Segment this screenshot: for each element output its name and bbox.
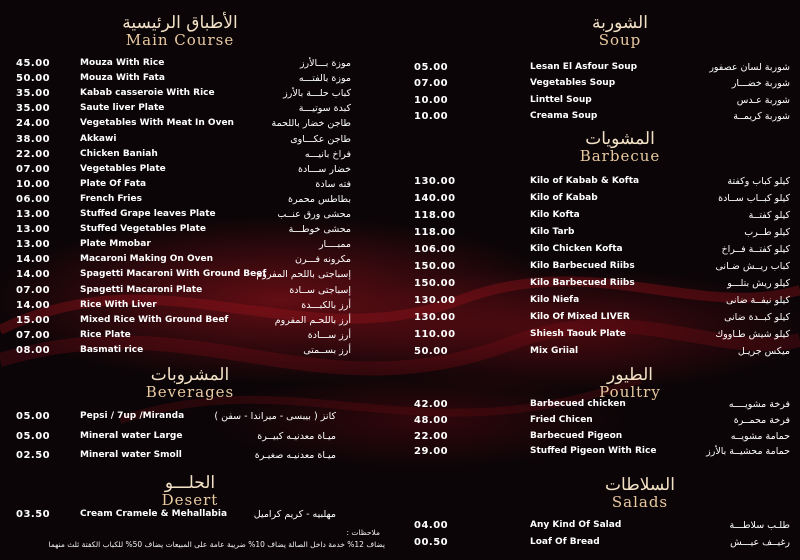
- menu-item: [414, 310, 794, 325]
- item-name-en: Stuffed Pigeon With Rice: [530, 446, 657, 457]
- salads-header: [580, 476, 700, 511]
- menu-item: [414, 429, 794, 444]
- menu-item: [414, 276, 794, 291]
- beverages-title-ar: المشروبات: [150, 365, 230, 385]
- menu-item: [16, 507, 356, 522]
- item-name-en: Vegetables With Meat In Oven: [80, 118, 234, 129]
- item-name-ar: فته سادة: [315, 178, 351, 190]
- item-price: 06.00: [16, 193, 51, 205]
- item-price: 118.00: [414, 227, 456, 238]
- item-price: 05.00: [16, 411, 51, 422]
- main-course-header: [80, 14, 280, 49]
- item-name-ar: حمامة محشيــة بالأرز: [706, 446, 790, 458]
- item-name-en: Creama Soup: [530, 110, 598, 121]
- item-name-en: Rice With Liver: [80, 299, 157, 310]
- item-name-en: Mouza With Rice: [80, 58, 165, 68]
- item-name-en: Kilo Niefa: [530, 295, 580, 305]
- soup-header: [560, 14, 680, 49]
- item-price: 22.00: [16, 148, 51, 160]
- item-name-ar: شوربة خضـــار: [731, 78, 790, 90]
- item-name-ar: شوربة عـدس: [736, 94, 790, 106]
- menu-item: [16, 147, 356, 162]
- menu-item: [16, 328, 356, 343]
- item-name-en: Kilo Of Mixed LIVER: [530, 312, 630, 322]
- item-name-en: Kilo Kofta: [530, 210, 580, 220]
- item-name-ar: فرخة محمــرة: [733, 414, 790, 426]
- menu-item: [414, 535, 794, 550]
- item-price: 07.00: [16, 163, 51, 175]
- item-name-ar: كيلو ريش بتلـــو: [727, 278, 790, 289]
- item-name-en: Kilo Tarb: [530, 227, 575, 237]
- menu-item: [16, 162, 356, 177]
- desert-title-en: Desert: [161, 491, 219, 509]
- item-name-en: Plate Of Fata: [80, 178, 147, 189]
- menu-item: [414, 76, 794, 91]
- item-name-ar: موزة بالفتـــه: [298, 73, 351, 85]
- item-price: 118.00: [414, 210, 456, 221]
- menu-item: [16, 343, 356, 358]
- item-name-en: Shiesh Taouk Plate: [530, 329, 626, 339]
- item-price: 150.00: [414, 278, 456, 289]
- item-name-ar: شوربة كريمــة: [733, 110, 790, 122]
- item-name-en: Kilo Chicken Kofta: [530, 244, 623, 254]
- item-name-ar: طاجن خضار باللحمة: [271, 118, 351, 130]
- item-name-ar: كباب حلـــة بالأرز: [283, 88, 351, 100]
- item-name-ar: حمامة مشويــه: [730, 430, 790, 442]
- menu-item: [414, 397, 794, 412]
- item-price: 02.50: [16, 450, 51, 461]
- item-name-en: Stuffed Grape leaves Plate: [80, 209, 216, 219]
- item-price: 13.00: [16, 224, 51, 236]
- item-price: 50.00: [414, 346, 449, 357]
- item-price: 05.00: [414, 62, 449, 73]
- item-name-ar: فرخة مشويــــه: [728, 399, 790, 410]
- item-name-en: Cream Cramele & Mehallabia: [80, 509, 228, 519]
- item-price: 07.00: [16, 284, 51, 296]
- item-name-en: Pepsi / 7up /Miranda: [80, 411, 185, 421]
- item-name-en: Mineral water Smoll: [80, 450, 182, 460]
- soup-title-ar: الشوربة: [592, 13, 648, 33]
- item-price: 05.00: [16, 430, 51, 442]
- item-name-ar: طاجن عكـــاوى: [290, 133, 351, 145]
- item-price: 130.00: [414, 312, 456, 323]
- item-name-ar: إسباجتى باللحم المفروم: [256, 269, 351, 281]
- item-price: 38.00: [16, 133, 51, 145]
- item-price: 10.00: [414, 110, 449, 122]
- item-name-ar: رغيــف عيـــش: [730, 537, 790, 548]
- menu-item: [16, 448, 356, 463]
- menu-item: [16, 86, 356, 101]
- item-name-en: Mineral water Large: [80, 430, 183, 441]
- item-name-ar: ميـاة معدنيـه صغيـرة: [254, 450, 336, 461]
- item-name-en: Barbecued chicken: [530, 399, 626, 409]
- item-name-ar: أرز ســـادة: [307, 329, 351, 341]
- item-price: 35.00: [16, 88, 51, 100]
- menu-item: [414, 518, 794, 533]
- notes-label: ملاحظات :: [346, 528, 380, 537]
- item-price: 14.00: [16, 299, 51, 311]
- item-name-en: Akkawi: [80, 133, 117, 144]
- soup-title-en: Soup: [598, 31, 642, 49]
- menu-item: [16, 237, 356, 252]
- item-name-en: Mixed Rice With Ground Beef: [80, 314, 229, 325]
- item-name-ar: مكرونه فـــرن: [294, 254, 351, 266]
- item-name-ar: كانز ( بيبسى - ميراندا - سفن ): [214, 411, 336, 422]
- menu-item: [16, 222, 356, 237]
- item-name-en: Kilo Barbecued Riibs: [530, 278, 635, 288]
- item-name-ar: ميكس جريـل: [737, 346, 790, 357]
- item-price: 10.00: [414, 94, 449, 106]
- item-name-ar: إسباجتى ســادة: [289, 284, 351, 296]
- item-price: 13.00: [16, 209, 51, 220]
- menu-item: [16, 267, 356, 282]
- item-name-ar: كيلو كبــدة ضانى: [724, 312, 790, 323]
- item-name-en: Vegetables Plate: [80, 163, 166, 174]
- item-name-ar: كيلو كفتــة فــراخ: [721, 244, 790, 255]
- item-name-ar: كيلو كباب وكفتة: [727, 176, 790, 187]
- item-name-ar: بطاطس محمرة: [288, 193, 351, 205]
- salads-title-ar: السلاطات: [605, 475, 675, 495]
- main-course-title-ar: الأطباق الرئيسية: [122, 13, 238, 33]
- item-price: 48.00: [414, 414, 449, 426]
- menu-item: [16, 101, 356, 116]
- item-name-en: Chicken Baniah: [80, 148, 158, 159]
- item-price: 08.00: [16, 344, 51, 356]
- menu-item: [414, 327, 794, 342]
- menu-item: [16, 56, 356, 71]
- item-price: 45.00: [16, 58, 51, 69]
- item-price: 24.00: [16, 118, 51, 130]
- item-name-en: French Fries: [80, 193, 142, 204]
- menu-item: [16, 409, 356, 424]
- item-price: 15.00: [16, 314, 51, 326]
- item-name-en: Kilo of Kabab: [530, 193, 598, 203]
- menu-item: [414, 208, 794, 223]
- item-name-en: Kabab casseroie With Rice: [80, 88, 215, 99]
- item-name-en: Mouza With Fata: [80, 73, 165, 84]
- item-name-en: Rice Plate: [80, 329, 131, 340]
- item-name-ar: كيلو طــرب: [744, 227, 790, 238]
- item-name-ar: مهلبيه - كريم كراميل: [253, 509, 336, 520]
- item-name-en: Plate Mmobar: [80, 239, 151, 250]
- item-name-en: Spagetti Macaroni Plate: [80, 284, 203, 295]
- menu-item: [414, 174, 794, 189]
- menu-item: [414, 191, 794, 206]
- item-name-en: Kilo Barbecued Riibs: [530, 261, 635, 271]
- item-price: 22.00: [414, 430, 449, 442]
- item-price: 106.00: [414, 244, 456, 255]
- item-name-ar: ميـاة معدنيـه كبيــرة: [257, 430, 336, 442]
- menu-item: [414, 109, 794, 124]
- item-price: 13.00: [16, 239, 51, 251]
- menu-item: [414, 242, 794, 257]
- item-name-en: Spagetti Macaroni With Ground Beef: [80, 269, 267, 280]
- item-price: 35.00: [16, 103, 51, 115]
- poultry-title-en: Poultry: [599, 383, 661, 401]
- item-price: 00.50: [414, 537, 449, 548]
- menu-item: [414, 93, 794, 108]
- item-price: 07.00: [16, 329, 51, 341]
- desert-header: [140, 474, 240, 509]
- item-name-en: Mix Griial: [530, 346, 579, 356]
- barbecue-title-ar: المشويات: [585, 129, 655, 149]
- menu-item: [16, 313, 356, 328]
- menu-item: [414, 344, 794, 359]
- item-name-ar: كيلو شيش طـاووك: [715, 329, 790, 340]
- item-price: 29.00: [414, 446, 449, 458]
- item-name-ar: موزة بـــالأرز: [299, 58, 351, 69]
- menu-item: [16, 177, 356, 192]
- item-name-ar: كيلو كبــاب ســادة: [718, 193, 790, 204]
- item-price: 130.00: [414, 295, 456, 306]
- item-name-ar: أرز بالكبـــدة: [301, 299, 351, 311]
- item-name-ar: أرز بســمتى: [303, 344, 351, 356]
- item-name-en: Vegetables Soup: [530, 78, 616, 89]
- poultry-title-ar: الطيور: [607, 365, 653, 385]
- item-price: 03.50: [16, 509, 51, 520]
- menu-item: [16, 298, 356, 313]
- item-price: 10.00: [16, 178, 51, 190]
- item-name-ar: كيلو نيفــة ضانى: [726, 295, 790, 306]
- item-name-en: Loaf Of Bread: [530, 537, 600, 547]
- main-course-title-en: Main Course: [125, 31, 235, 49]
- item-price: 14.00: [16, 254, 51, 266]
- item-name-en: Kilo of Kabab & Kofta: [530, 176, 640, 186]
- menu-item: [414, 259, 794, 274]
- menu-item: [414, 60, 794, 75]
- item-name-ar: كيلو كفتــة: [748, 210, 790, 221]
- item-name-en: Stuffed Vegetables Plate: [80, 224, 206, 235]
- salads-title-en: Salads: [611, 493, 669, 511]
- item-price: 50.00: [16, 73, 51, 85]
- beverages-title-en: Beverages: [145, 383, 235, 401]
- barbecue-header: [550, 130, 690, 165]
- menu-item: [16, 192, 356, 207]
- item-name-ar: شوربة لسان عصفور: [709, 62, 790, 73]
- desert-title-ar: الحلـــو: [164, 473, 216, 493]
- item-name-en: Any Kind Of Salad: [530, 520, 622, 530]
- item-name-en: Basmati rice: [80, 344, 144, 355]
- menu-item: [16, 429, 356, 444]
- menu-item: [414, 225, 794, 240]
- item-name-en: Fried Chicen: [530, 414, 593, 425]
- item-name-en: Barbecued Pigeon: [530, 430, 623, 441]
- item-price: 14.00: [16, 269, 51, 281]
- item-price: 07.00: [414, 78, 449, 90]
- menu-item: [16, 252, 356, 267]
- item-name-ar: محشى ورق عنــب: [277, 209, 351, 220]
- poultry-header: [570, 366, 690, 401]
- item-name-ar: كبدة سوتيـــة: [298, 103, 351, 115]
- item-name-ar: محشى خوطـــة: [288, 224, 351, 236]
- item-price: 110.00: [414, 329, 456, 340]
- notes-line: يضاف 12% خدمة داخل الصالة يضاف 10% ضريبة عامة على المبيعات يضاف 50% للكباب الكفتة ثلث منهما: [48, 540, 385, 549]
- item-name-en: Saute liver Plate: [80, 103, 165, 114]
- item-name-ar: طلـب سلاطـــة: [729, 520, 790, 531]
- barbecue-title-en: Barbecue: [579, 147, 661, 165]
- item-price: 150.00: [414, 261, 456, 272]
- menu-item: [16, 71, 356, 86]
- menu-item: [16, 207, 356, 222]
- item-name-ar: كباب ريــش ضـانى: [715, 261, 790, 272]
- menu-item: [414, 444, 794, 459]
- item-price: 42.00: [414, 399, 449, 410]
- menu-item: [414, 413, 794, 428]
- item-name-en: Macaroni Making On Oven: [80, 254, 213, 265]
- item-name-ar: خضار ســـادة: [297, 163, 351, 175]
- menu-item: [16, 116, 356, 131]
- item-name-ar: ممبــــار: [318, 239, 351, 251]
- item-price: 04.00: [414, 520, 449, 531]
- beverages-header: [120, 366, 260, 401]
- item-price: 130.00: [414, 176, 456, 187]
- item-price: 140.00: [414, 193, 456, 204]
- item-name-en: Linttel Soup: [530, 94, 592, 105]
- menu-item: [16, 132, 356, 147]
- item-name-en: Lesan El Asfour Soup: [530, 62, 638, 72]
- item-name-ar: أرز باللحـم المفروم: [274, 314, 351, 326]
- menu-item: [414, 293, 794, 308]
- item-name-ar: فراخ بانيـــه: [304, 148, 351, 160]
- menu-item: [16, 283, 356, 298]
